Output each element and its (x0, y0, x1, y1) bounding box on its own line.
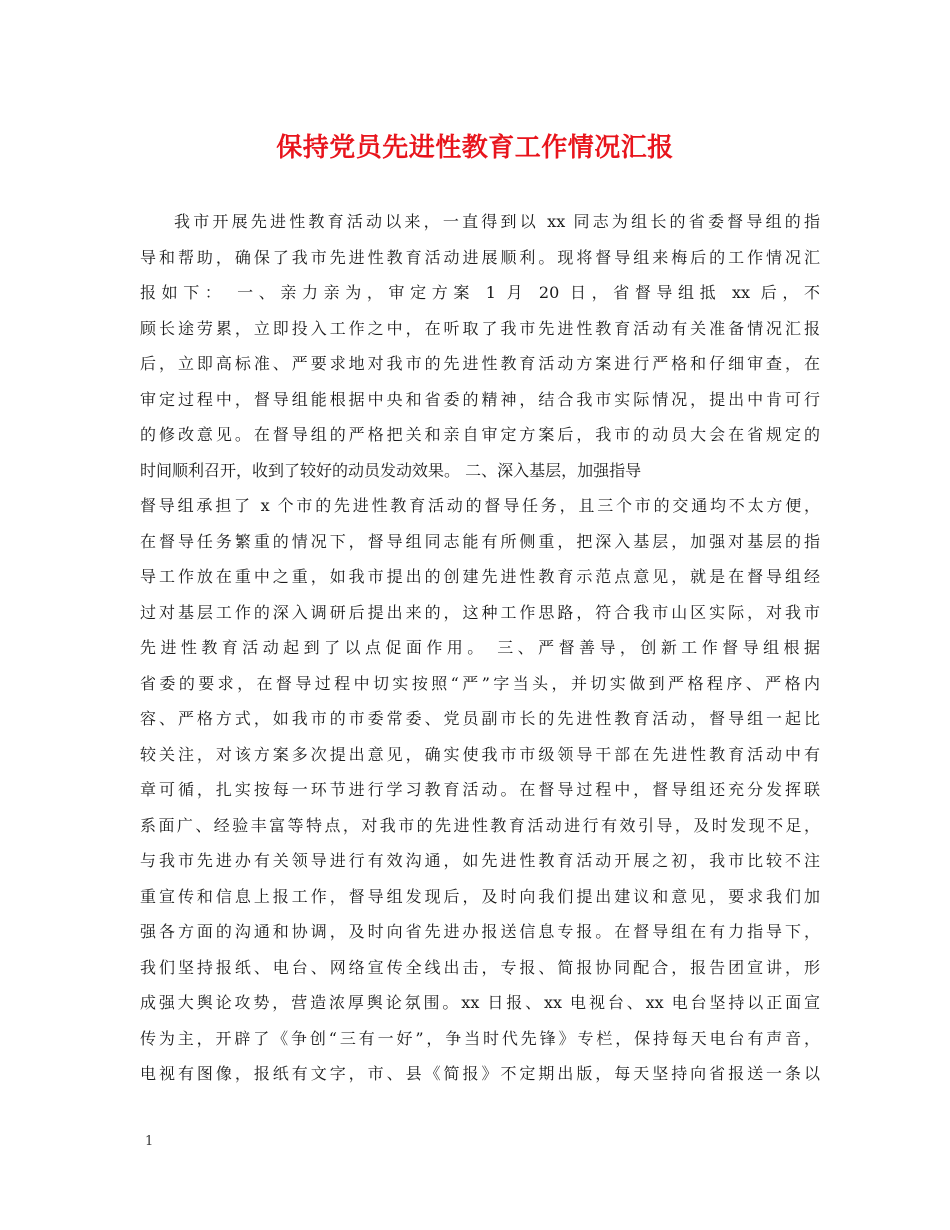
body-line: 重宣传和信息上报工作，督导组发现后，及时向我们提出建议和意见，要求我们加 (140, 886, 820, 906)
body-line: 较关注，对该方案多次提出意见，确实使我市市级领导干部在先进性教育活动中有 (140, 744, 820, 764)
body-line: 导工作放在重中之重，如我市提出的创建先进性教育示范点意见，就是在督导组经 (140, 567, 820, 586)
body-line: 电视有图像，报纸有文字，市、县《简报》不定期出版，每天坚持向省报送一条以 (140, 1064, 820, 1083)
body-line: 报如下： 一、亲力亲为，审定方案 1 月 20 日，省督导组抵 xx 后，不 (140, 283, 820, 302)
page-number: 1 (145, 1134, 154, 1149)
body-line: 后，立即高标准、严要求地对我市的先进性教育活动方案进行严格和仔细审查，在 (140, 354, 820, 373)
body-line: 顾长途劳累，立即投入工作之中，在听取了我市先进性教育活动有关准备情况汇报 (140, 318, 820, 338)
body-line: 的修改意见。在督导组的严格把关和亲自审定方案后，我市的动员大会在省规定的 (140, 425, 820, 444)
body-line: 省委的要求，在督导过程中切实按照“严”字当头，并切实做到严格程序、严格内 (140, 673, 820, 693)
body-line: 先进性教育活动起到了以点促面作用。 三、严督善导，创新工作督导组根据 (140, 638, 820, 657)
document-title: 保持党员先进性教育工作情况汇报 (276, 133, 674, 163)
body-line: 成强大舆论攻势，营造浓厚舆论氛围。xx 日报、xx 电视台、xx 电台坚持以正面宣 (140, 993, 820, 1012)
document-body (140, 204, 820, 1092)
body-line: 强各方面的沟通和协调，及时向省先进办报送信息专报。在督导组在有力指导下， (140, 922, 820, 941)
body-line: 过对基层工作的深入调研后提出来的，这种工作思路，符合我市山区实际，对我市 (140, 602, 820, 622)
body-line: 导和帮助，确保了我市先进性教育活动进展顺利。现将督导组来梅后的工作情况汇 (140, 247, 820, 267)
body-line: 督导组承担了 x 个市的先进性教育活动的督导任务，且三个市的交通均不太方便， (140, 496, 820, 515)
body-line: 审定过程中，督导组能根据中央和省委的精神，结合我市实际情况，提出中肯可行 (140, 389, 820, 409)
body-line: 我们坚持报纸、电台、网络宣传全线出击，专报、简报协同配合，报告团宣讲，形 (140, 957, 820, 977)
body-line: 时间顺利召开，收到了较好的动员发动效果。 二、深入基层，加强指导 (140, 460, 642, 480)
body-line: 我市开展先进性教育活动以来，一直得到以 xx 同志为组长的省委督导组的指 (174, 212, 820, 231)
body-line: 章可循，扎实按每一环节进行学习教育活动。在督导过程中，督导组还充分发挥联 (140, 780, 820, 799)
body-line: 与我市先进办有关领导进行有效沟通，如先进性教育活动开展之初，我市比较不注 (140, 851, 820, 870)
body-line: 系面广、经验丰富等特点，对我市的先进性教育活动进行有效引导，及时发现不足， (140, 815, 820, 835)
body-line: 传为主，开辟了《争创“三有一好”，争当时代先锋》专栏，保持每天电台有声音， (140, 1028, 820, 1048)
body-line: 在督导任务繁重的情况下，督导组同志能有所侧重，把深入基层，加强对基层的指 (140, 531, 820, 551)
body-line: 容、严格方式，如我市的市委常委、党员副市长的先进性教育活动，督导组一起比 (140, 709, 820, 728)
